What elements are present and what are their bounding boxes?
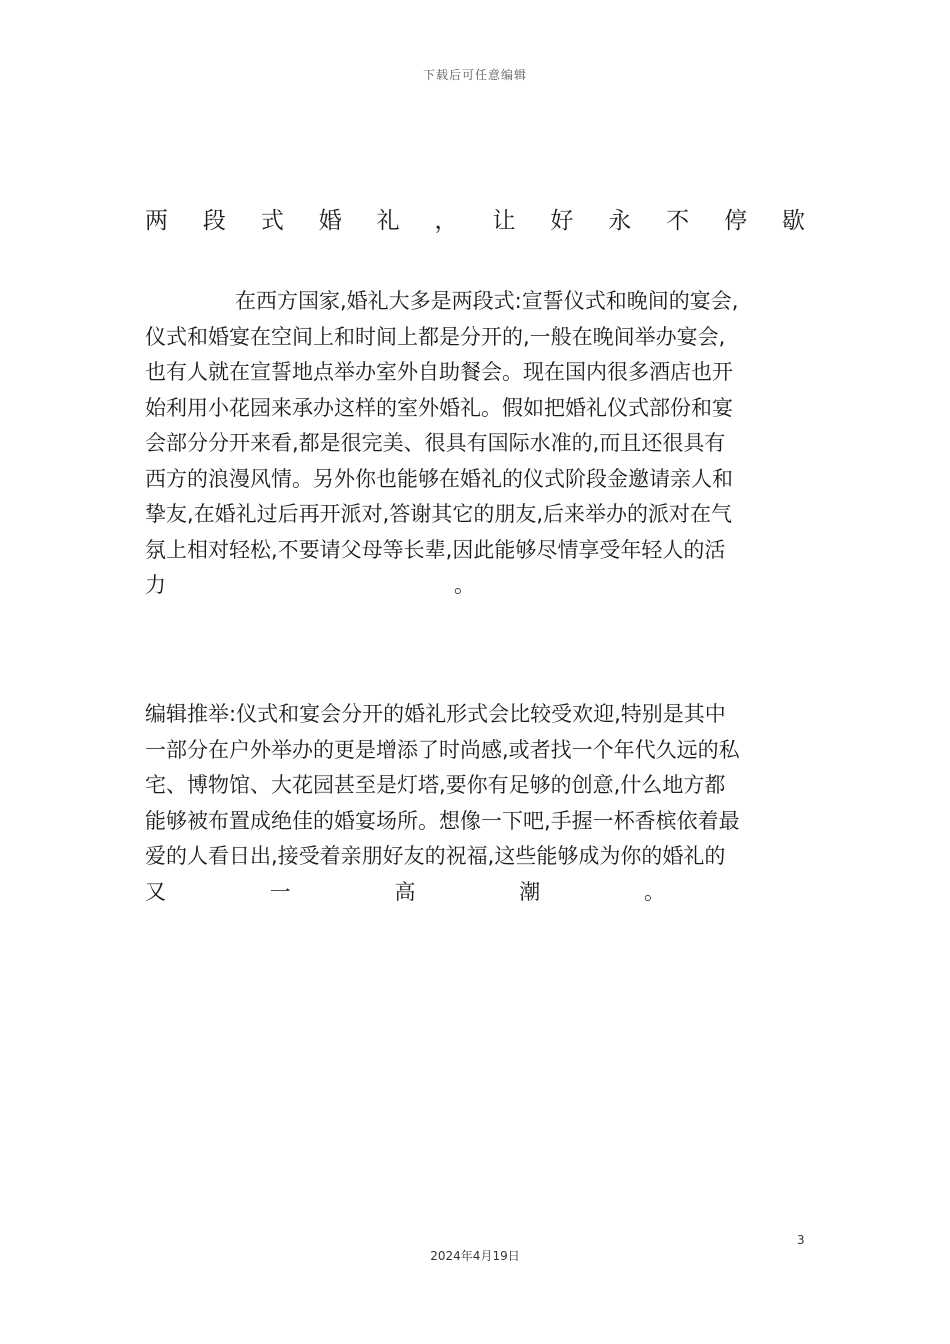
paragraph-char: 又 [145, 879, 166, 904]
paragraph-line: 氛上相对轻松,不要请父母等长辈,因此能够尽情享受年轻人的活 [145, 537, 726, 562]
paragraph-line: 始利用小花园来承办这样的室外婚礼。假如把婚礼仪式部份和宴 [145, 395, 733, 420]
paragraph-line: 会部分分开来看,都是很完美、很具有国际水准的,而且还很具有 [145, 431, 726, 455]
paragraph-line: 爱的人看日出,接受着亲朋好友的祝福,这些能够成为你的婚礼的 [145, 844, 726, 868]
paragraph-char: 。 [454, 573, 475, 597]
paragraph-char: 一 [269, 879, 291, 904]
title-char: 歇 [781, 208, 805, 234]
paragraph-char: 高 [394, 879, 416, 904]
paragraph-line: 一部分在户外举办的更是增添了时尚感,或者找一个年代久远的私 [145, 737, 740, 762]
title-char: ， [434, 208, 458, 234]
paragraph-char: 力 [145, 573, 166, 597]
title-char: 段 [202, 208, 226, 234]
title-char: 不 [666, 208, 690, 234]
title-char: 停 [724, 208, 748, 234]
page-footer-date: 2024年4月19日 [430, 1249, 520, 1263]
title-char: 让 [492, 208, 516, 234]
title-char: 永 [608, 208, 632, 234]
title-char: 婚 [318, 208, 342, 234]
paragraph-line: 也有人就在宣誓地点举办室外自助餐会。现在国内很多酒店也开 [145, 360, 733, 384]
paragraph-1 [145, 284, 810, 604]
paragraph-char: 潮 [519, 879, 541, 904]
paragraph-line: 在西方国家,婚礼大多是两段式:宣誓仪式和晚间的宴会, [235, 289, 739, 313]
document-title [145, 204, 805, 238]
paragraph-line: 编辑推举:仪式和宴会分开的婚礼形式会比较受欢迎,特别是其中 [145, 702, 726, 726]
page-number: 3 [797, 1233, 805, 1247]
paragraph-2 [145, 697, 810, 910]
title-char: 礼 [376, 208, 400, 234]
paragraph-last-line [145, 875, 665, 911]
paragraph-line: 仪式和婚宴在空间上和时间上都是分开的,一般在晚间举办宴会, [145, 324, 726, 349]
paragraph-line: 挚友,在婚礼过后再开派对,答谢其它的朋友,后来举办的派对在气 [145, 502, 733, 526]
title-char: 式 [260, 208, 284, 234]
paragraph-line: 能够被布置成绝佳的婚宴场所。想像一下吧,手握一杯香槟依着最 [145, 808, 740, 833]
page-header: 下载后可任意编辑 [422, 68, 527, 82]
paragraph-char: 。 [644, 879, 665, 904]
title-char: 好 [550, 208, 574, 234]
paragraph-line: 宅、博物馆、大花园甚至是灯塔,要你有足够的创意,什么地方都 [145, 773, 726, 797]
paragraph-last-line [145, 568, 475, 604]
paragraph-line: 西方的浪漫风情。另外你也能够在婚礼的仪式阶段金邀请亲人和 [145, 466, 733, 491]
title-char: 两 [145, 208, 168, 234]
